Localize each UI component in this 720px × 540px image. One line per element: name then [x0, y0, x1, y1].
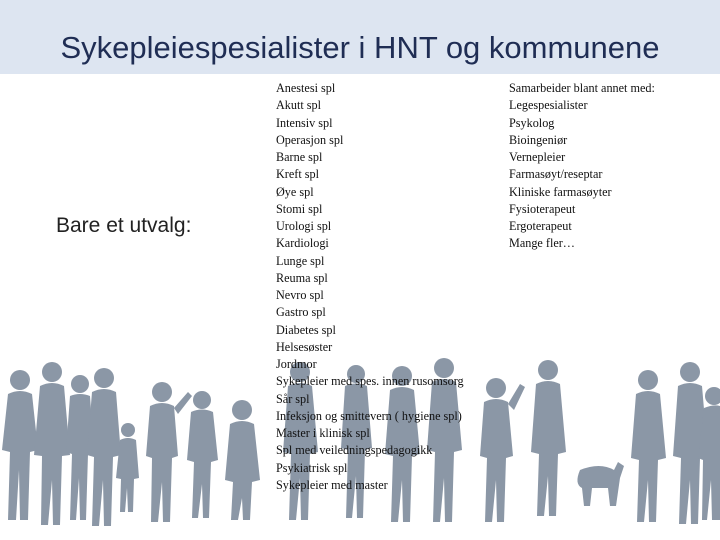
list-item: Barne spl: [276, 150, 323, 164]
list-item: Vernepleier: [509, 150, 566, 164]
list-item: Bioingeniør: [509, 132, 568, 147]
list-item: Farmasøyt/reseptar: [509, 167, 603, 182]
list-item: Nevro spl: [276, 288, 324, 302]
specialty-list: [276, 80, 464, 494]
list-item: Lunge spl: [276, 253, 325, 268]
list-item: Legespesialister: [509, 98, 588, 113]
list-item: Akutt spl: [276, 98, 322, 113]
collaborator-list: [509, 80, 655, 253]
list-item: Urologi spl: [276, 219, 332, 233]
list-item: Ergoterapeut: [509, 219, 572, 233]
list-item: Psykiatrisk spl: [276, 460, 348, 475]
list-item: Diabetes spl: [276, 322, 336, 337]
list-item: Helsesøster: [276, 339, 333, 354]
list-item: Jordmor: [276, 357, 317, 371]
list-item: Psykolog: [509, 115, 555, 130]
list-item: Kliniske farmasøyter: [509, 184, 612, 199]
list-item: Fysioterapeut: [509, 201, 576, 216]
list-item: Master i klinisk spl: [276, 426, 370, 440]
list-item: Sykepleier med spes. innen rusomsorg: [276, 374, 464, 389]
list-item: Gastro spl: [276, 305, 326, 320]
subtitle: Bare et utvalg:: [56, 214, 192, 237]
collaborator-heading: Samarbeider blant annet med:: [509, 81, 655, 95]
list-item: Operasjon spl: [276, 132, 344, 147]
list-item: Reuma spl: [276, 270, 328, 285]
slide-title: Sykepleiespesialister i HNT og kommunene: [60, 30, 660, 65]
list-item: Infeksjon og smittevern ( hygiene spl): [276, 408, 462, 423]
list-item: Kardiologi: [276, 236, 329, 251]
list-item: Intensiv spl: [276, 115, 333, 130]
list-item: Øye spl: [276, 184, 314, 199]
list-item: Mange fler…: [509, 236, 575, 251]
list-item: Stomi spl: [276, 201, 323, 216]
list-item: Sår spl: [276, 391, 310, 406]
list-item: Spl med veiledningspedagogikk: [276, 443, 433, 458]
list-item: Anestesi spl: [276, 81, 336, 95]
list-item: Sykepleier med master: [276, 477, 388, 492]
list-item: Kreft spl: [276, 167, 319, 182]
